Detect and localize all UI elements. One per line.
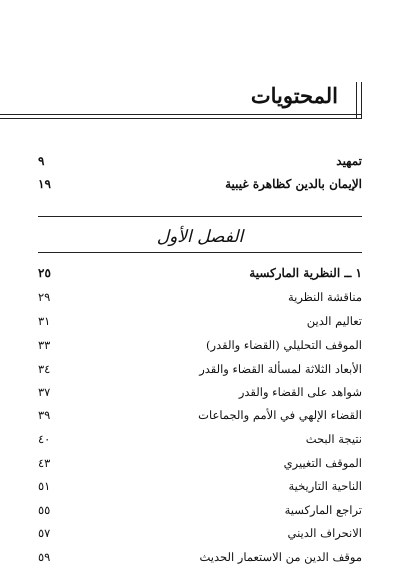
toc-entry-label: موقف الدين من الاستعمار الحديث <box>199 550 362 564</box>
toc-page-number: ٢٩ <box>38 290 51 304</box>
toc-row[interactable] <box>38 359 362 379</box>
toc-entry-label: الانحراف الديني <box>287 526 362 540</box>
toc-row[interactable] <box>38 476 362 496</box>
toc-row[interactable] <box>38 311 362 331</box>
toc-row[interactable] <box>38 500 362 520</box>
toc-intro-row[interactable] <box>38 174 362 194</box>
toc-row[interactable] <box>38 547 362 567</box>
toc-entry-label: الموقف التحليلي (القضاء والقدر) <box>206 338 362 352</box>
toc-page-number: ٥٥ <box>38 503 51 517</box>
toc-entry-label: الناحية التاريخية <box>288 479 362 493</box>
toc-entry-label: الأبعاد الثلاثة لمسألة القضاء والقدر <box>199 362 362 376</box>
toc-page-number: ٣٩ <box>38 408 51 422</box>
toc-entry-label: الإيمان بالدين كظاهرة غيبية <box>225 177 362 191</box>
chapter-heading: الفصل الأول <box>156 227 244 247</box>
toc-row[interactable] <box>38 382 362 402</box>
toc-page-number: ٥٩ <box>38 550 51 564</box>
toc-page-number: ٤٠ <box>38 432 51 446</box>
toc-row[interactable] <box>38 287 362 307</box>
toc-entry-label: تمهيد <box>336 154 362 168</box>
toc-entry-label: الموقف التغييري <box>283 456 362 470</box>
toc-entry-label: شواهد على القضاء والقدر <box>238 385 362 399</box>
toc-row[interactable] <box>38 335 362 355</box>
page-title: المحتويات <box>250 83 338 108</box>
toc-page-number: ٥٧ <box>38 526 51 540</box>
chapter-underline <box>38 252 362 253</box>
toc-entry-label: مناقشة النظرية <box>287 290 362 304</box>
section-divider <box>38 216 362 217</box>
toc-page-number: ٣٤ <box>38 362 51 376</box>
toc-entry-label: ١ ــ النظرية الماركسية <box>249 266 362 280</box>
toc-row[interactable] <box>38 263 362 283</box>
title-frame-horizontal-bar <box>0 114 362 119</box>
toc-row[interactable] <box>38 429 362 449</box>
toc-page-number: ٥١ <box>38 479 51 493</box>
toc-page-number: ٢٥ <box>38 266 51 280</box>
toc-row[interactable] <box>38 453 362 473</box>
toc-entry-label: القضاء الإلهي في الأمم والجماعات <box>198 408 362 422</box>
toc-page-number: ٤٣ <box>38 456 51 470</box>
toc-row[interactable] <box>38 405 362 425</box>
toc-entry-label: تراجع الماركسية <box>284 503 362 517</box>
toc-page-number: ٣٣ <box>38 338 51 352</box>
toc-page-number: ٣٧ <box>38 385 51 399</box>
title-frame-vertical-bar <box>356 82 362 118</box>
toc-page-number: ٣١ <box>38 314 51 328</box>
toc-row[interactable] <box>38 523 362 543</box>
toc-entry-label: تعاليم الدين <box>306 314 362 328</box>
toc-entry-label: نتيجة البحث <box>305 432 362 446</box>
toc-intro-row[interactable] <box>38 151 362 171</box>
toc-page-number: ٩ <box>38 154 45 168</box>
toc-page-number: ١٩ <box>38 177 51 191</box>
